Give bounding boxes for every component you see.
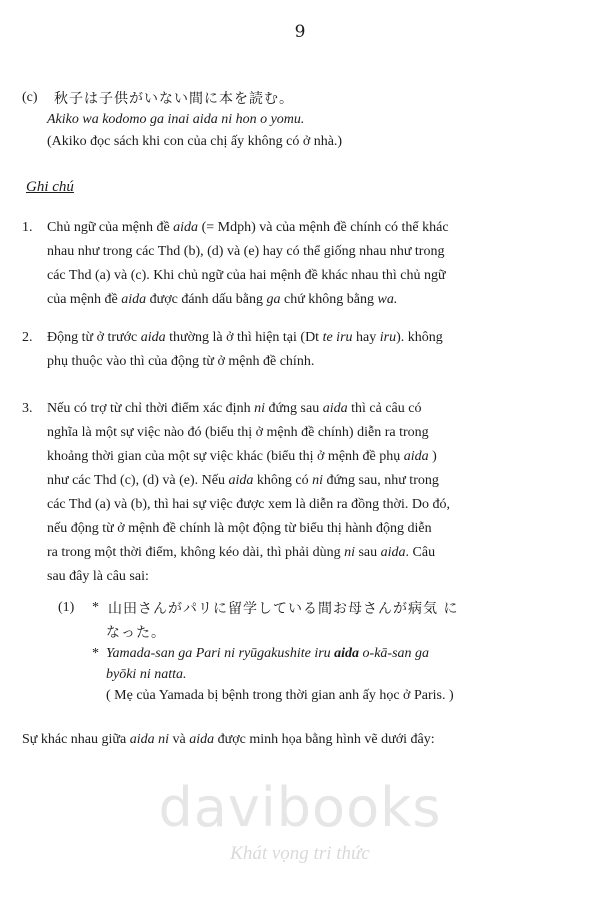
example-1-romaji-line-1: Yamada-san ga Pari ni ryūgakushite iru aida o-kā-san ga: [106, 646, 430, 661]
note-line: các Thd (a) và (b), thì hai sự việc được xem là diễn ra đồng thời. Do đó,: [47, 497, 450, 512]
note-3-text: [47, 397, 450, 589]
note-line: Chủ ngữ của mệnh đề aida (= Mdph) và của mệnh đề chính có thể khác: [47, 220, 449, 235]
notes-heading: Ghi chú: [26, 179, 74, 195]
note-line: nhau như trong các Thd (b), (d) và (e) hay có thể giống nhau như trong: [47, 244, 445, 259]
example-1-japanese-line-2: なった。: [106, 625, 166, 641]
example-c-translation: (Akiko đọc sách khi con của chị ấy không có ở nhà.): [47, 134, 343, 149]
note-line: phụ thuộc vào thì của động từ ở mệnh đề chính.: [47, 354, 315, 369]
watermark-slogan: Khát vọng tri thức: [230, 843, 370, 864]
note-line: nghĩa là một sự việc nào đó (biểu thị ở mệnh đề chính) diễn ra trong: [47, 425, 429, 440]
note-line: các Thd (a) và (c). Khi chủ ngữ của hai mệnh đề khác nhau thì chủ ngữ: [47, 268, 446, 283]
example-c-japanese: 秋子は子供がいない間に本を読む。: [54, 91, 294, 107]
example-1-japanese-line-1: 山田さんがパリに留学している間お母さんが病気 に: [108, 601, 459, 617]
page-number: 9: [294, 22, 306, 42]
example-c-label: (c): [22, 90, 38, 105]
note-line: như các Thd (c), (d) và (e). Nếu aida không có ni đứng sau, như trong: [47, 473, 439, 488]
example-1-marker: *: [92, 600, 99, 615]
note-line: Động từ ở trước aida thường là ở thì hiện tại (Dt te iru hay iru). không: [47, 330, 443, 345]
closing-sentence: Sự khác nhau giữa aida ni và aida được minh họa bằng hình vẽ dưới đây:: [22, 732, 435, 747]
note-2-text: [47, 326, 443, 374]
example-c-romaji: Akiko wa kodomo ga inai aida ni hon o yomu.: [47, 112, 305, 127]
note-3-number: 3.: [22, 401, 33, 416]
watermark-logo-text: davibooks: [158, 776, 442, 839]
note-1-text: [47, 216, 449, 312]
example-1-label: (1): [58, 600, 75, 615]
example-1-romaji-bold: aida: [334, 646, 360, 661]
example-1-translation: ( Mẹ của Yamada bị bệnh trong thời gian anh ấy học ở Paris. ): [106, 688, 454, 703]
example-1-romaji-marker: *: [92, 646, 99, 661]
note-1-number: 1.: [22, 220, 33, 235]
note-line: của mệnh đề aida được đánh dấu bằng ga chứ không bằng wa.: [47, 292, 398, 307]
note-line: nếu động từ ở mệnh đề chính là một động từ biểu thị hành động diễn: [47, 521, 432, 536]
note-2-number: 2.: [22, 330, 33, 345]
note-line: Nếu có trợ từ chỉ thời điểm xác định ni đứng sau aida thì cả câu có: [47, 401, 422, 416]
note-line: ra trong một thời điểm, không kéo dài, thì phải dùng ni sau aida. Câu: [47, 545, 436, 560]
example-1-romaji-line-2: byōki ni natta.: [106, 667, 187, 682]
note-line: khoảng thời gian của một sự việc khác (biểu thị ở mệnh đề phụ aida ): [47, 449, 437, 464]
note-line: sau đây là câu sai:: [47, 569, 149, 584]
